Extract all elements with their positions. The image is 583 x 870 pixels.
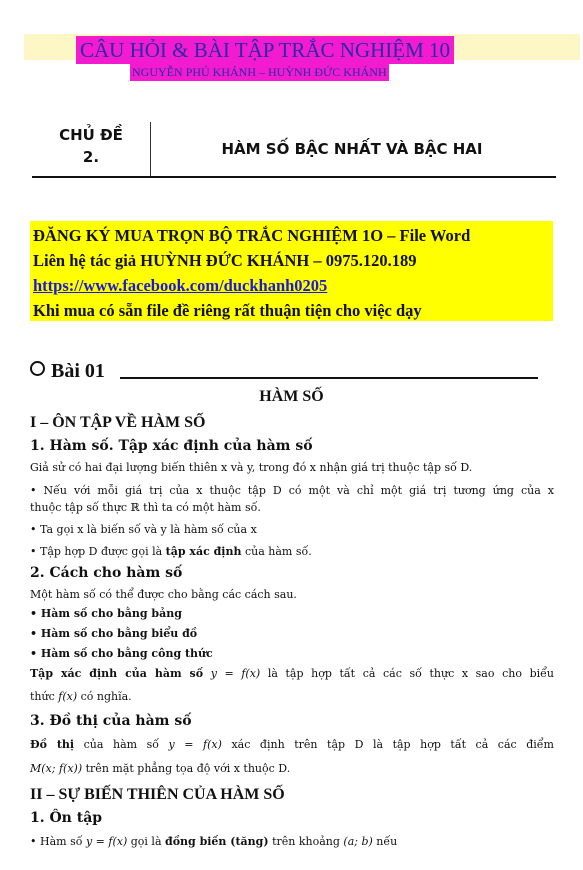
facebook-link[interactable]: https://www.facebook.com/duckhanh0205 [33, 276, 328, 295]
topic-label-line1: CHỦ ĐỀ [59, 126, 123, 144]
graph-definition-bold: Đồ thị [30, 738, 75, 751]
graph-definition-line2 [30, 760, 554, 777]
paragraph-ways: Một hàm số có thể được cho bằng các cách sau. [30, 588, 297, 601]
document-authors: NGUYỄN PHÚ KHÁNH – HUỲNH ĐỨC KHÁNH [132, 65, 387, 79]
way-item-3-text: Hàm số cho bằng công thức [40, 647, 213, 660]
promo-line-1: ĐĂNG KÝ MUA TRỌN BỘ TRẮC NGHIỆM 1O – File Word [33, 226, 471, 245]
graph-definition-end: trên mặt phẳng tọa độ với x thuộc D. [85, 762, 291, 775]
promo-box [30, 221, 553, 321]
formula-increasing: y = f(x) [85, 835, 128, 848]
domain-definition-end: có nghĩa. [80, 690, 132, 703]
topic-label-line2: 2. [82, 148, 100, 166]
formula-y-fx: y = f(x) [210, 667, 261, 680]
bullet-definition-line2: thuộc tập số thực ℝ thì ta có một hàm số. [30, 501, 261, 514]
formula-graph-y-fx: y = f(x) [168, 738, 222, 751]
bullet-domain: • Tập hợp D được gọi là tập xác định của hàm số. [30, 545, 312, 558]
promo-line-2: Liên hệ tác giả HUỲNH ĐỨC KHÁNH – 0975.120.189 [33, 251, 417, 270]
section-1-heading: I – ÔN TẬP VỀ HÀM SỐ [30, 414, 206, 431]
domain-definition-bold: Tập xác định của hàm số [30, 667, 204, 680]
increasing-bold: đồng biến (tăng) [165, 835, 269, 848]
bullet-variables: • Ta gọi x là biến số và y là hàm số của x [30, 523, 257, 536]
increasing-post: trên khoảng [272, 835, 340, 848]
graph-definition-rest1: của hàm số [83, 738, 159, 751]
way-item-1-text: Hàm số cho bằng bảng [40, 607, 182, 620]
domain-definition-line1 [30, 665, 554, 682]
bullet-definition-line1: • Nếu với mỗi giá trị của x thuộc tập D có một và chỉ một giá trị tương ứng của x [30, 484, 554, 497]
subsection-1-1-heading: 1. Hàm số. Tập xác định của hàm số [30, 438, 313, 454]
increasing-end: nếu [376, 835, 398, 848]
domain-definition-rest: là tập hợp tất cả các số thực x sao cho biểu [267, 667, 554, 680]
topic-name: HÀM SỐ BẬC NHẤT VÀ BẬC HAI [221, 140, 483, 158]
formula-point-m: M(x; f(x)) [30, 762, 83, 775]
lesson-heading-rule [120, 377, 538, 379]
bullet-domain-bold: tập xác định [165, 545, 242, 558]
lesson-heading [30, 360, 105, 383]
subsection-1-3-heading: 3. Đồ thị của hàm số [30, 713, 192, 729]
subsection-2-1-heading: 1. Ôn tập [30, 810, 103, 826]
bullet-variables-text: Ta gọi x là biến số và y là hàm số của x [40, 523, 257, 536]
way-item-2-text: Hàm số cho bằng biểu đồ [40, 627, 198, 640]
bullet-domain-pre: Tập hợp D được gọi là [40, 545, 166, 558]
promo-line-4: Khi mua có sẵn file đề riêng rất thuận tiện cho việc dạy [33, 301, 422, 320]
bullet-domain-post: của hàm số. [241, 545, 312, 558]
increasing-definition: • Hàm số y = f(x) gọi là đồng biến (tăng) trên khoảng (a; b) nếu [30, 835, 398, 848]
increasing-pre: Hàm số [40, 835, 83, 848]
formula-interval: (a; b) [343, 835, 373, 848]
section-2-heading: II – SỰ BIẾN THIÊN CỦA HÀM SỐ [30, 786, 285, 803]
paragraph-variables: Giả sử có hai đại lượng biến thiên x và y, trong đó x nhận giá trị thuộc tập số D. [30, 461, 473, 474]
subsection-1-2-heading: 2. Cách cho hàm số [30, 565, 183, 581]
domain-definition-line2: thức f(x) có nghĩa. [30, 690, 132, 703]
way-item-1: • Hàm số cho bằng bảng [30, 607, 182, 620]
formula-fx: f(x) [58, 690, 78, 703]
topic-underline [32, 176, 556, 178]
topic-label [34, 124, 148, 176]
bullet-definition-text: Nếu với mỗi giá trị của x thuộc tập D có một và chỉ một giá trị tương ứng của x [43, 484, 554, 497]
lesson-number: Bài 01 [51, 360, 105, 382]
document-title: CÂU HỎI & BÀI TẬP TRẮC NGHIỆM 10 [76, 36, 454, 64]
lesson-title: HÀM SỐ [259, 388, 324, 405]
graph-definition-line1 [30, 736, 554, 753]
way-item-3: • Hàm số cho bằng công thức [30, 647, 213, 660]
graph-definition-rest2: xác định trên tập D là tập hợp tất cả các điểm [231, 738, 554, 751]
increasing-mid: gọi là [130, 835, 162, 848]
topic-divider [150, 122, 151, 177]
circle-outline-icon [30, 361, 45, 376]
way-item-2: • Hàm số cho bằng biểu đồ [30, 627, 198, 640]
